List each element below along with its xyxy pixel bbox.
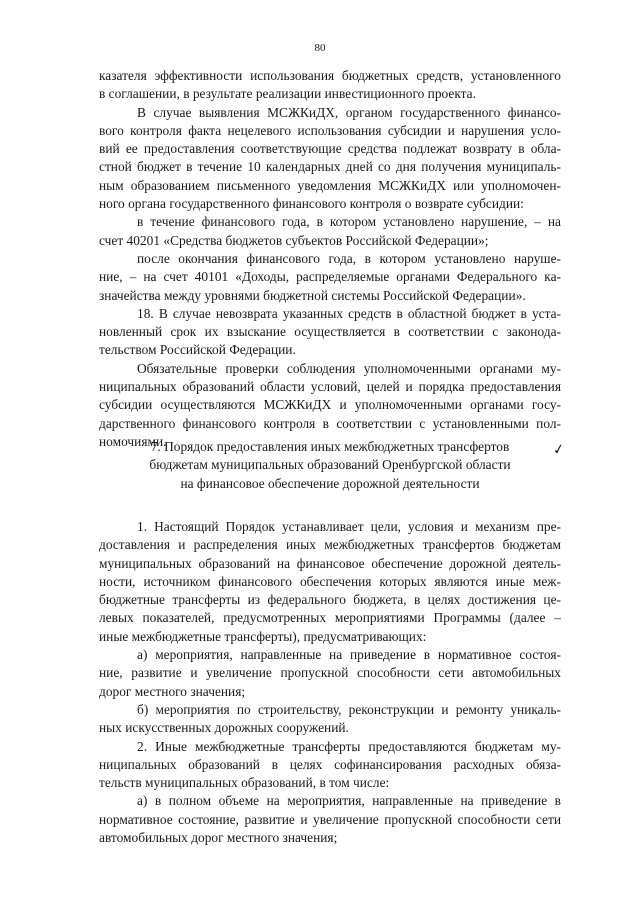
heading-line: бюджетам муниципальных образований Оренбургской области <box>149 457 511 473</box>
text-line: тельством Российской Федерации. <box>99 342 296 358</box>
text-line: ности, источником финансового обеспечения которых являются иные меж- <box>99 573 561 589</box>
text-line: счет 40201 «Средства бюджетов субъектов Российской Федерации»; <box>99 232 489 248</box>
text-line: в течение финансового года, в котором установлено нарушение, – на <box>137 214 561 230</box>
heading-line: на финансовое обеспечение дорожной деятельности <box>180 475 480 491</box>
text-line: стной бюджет в течение 10 календарных дней со дня получения муниципаль- <box>99 159 561 175</box>
text-line: 18. В случае невозврата указанных средств в областной бюджет в уста- <box>137 305 561 321</box>
text-line: вий ее предоставления соответствующие средства подлежат возврату в обла- <box>99 141 561 157</box>
text-line: значейства между уровнями бюджетной системы Российской Федерации». <box>99 287 526 303</box>
text-line: номочиями. <box>99 433 167 449</box>
section-heading <box>99 438 561 493</box>
text-line: дарственного финансового контроля в соответствии с установленными пол- <box>99 415 561 431</box>
text-line: после окончания финансового года, в котором установлено наруше- <box>137 250 561 266</box>
text-line: ного органа государственного финансового контроля о возврате субсидии: <box>99 196 524 212</box>
handwritten-check-icon: ✓ <box>551 442 566 459</box>
text-line: 2. Иные межбюджетные трансферты предоставляются бюджетам му- <box>137 738 561 754</box>
text-line: ние, – на счет 40101 «Доходы, распределяемые органами Федерального ка- <box>99 269 561 285</box>
text-line: в соглашении, в результате реализации инвестиционного проекта. <box>99 86 476 102</box>
text-line: нормативное состояние, развитие и увеличение пропускной способности сети <box>99 811 561 827</box>
text-line: муниципальных образований на финансовое обеспечение дорожной деятель- <box>99 555 561 571</box>
text-line: а) в полном объеме на мероприятия, направленные на приведение в <box>137 793 561 809</box>
page-number: 80 <box>314 42 326 54</box>
text-line: дорог местного значения; <box>99 683 246 699</box>
text-line: новленный срок их взыскание осуществляется в соответствии с законода- <box>99 324 561 340</box>
text-line: доставления и распределения иных межбюджетных трансфертов бюджетам <box>99 537 561 553</box>
text-line: а) мероприятия, направленные на приведение в нормативное состоя- <box>137 647 561 663</box>
text-line: левых показателей, предусмотренных мероприятиями Программы (далее – <box>99 610 561 626</box>
text-line: ние, развитие и увеличение пропускной способности сети автомобильных <box>99 665 561 681</box>
text-line: казателя эффективности использования бюджетных средств, установленного <box>99 68 561 83</box>
text-line: тельств муниципальных образований, в том числе: <box>99 775 390 791</box>
text-block-lower <box>99 518 561 847</box>
text-line: иные межбюджетные трансферты), предусматривающих: <box>99 628 427 644</box>
text-line: автомобильных дорог местного значения; <box>99 830 338 846</box>
text-line: ных искусственных дорожных сооружений. <box>99 720 349 736</box>
text-line: ниципальных образований в целях софинансирования расходных обяза- <box>99 756 561 772</box>
text-line: субсидии осуществляются МСЖКиДХ и уполномоченными органами госу- <box>99 397 561 413</box>
text-line: ным образованием письменного уведомления МСЖКиДХ или уполномочен- <box>99 177 561 193</box>
heading-line: 7. Порядок предоставления иных межбюджетных трансфертов <box>150 439 510 454</box>
text-line: В случае выявления МСЖКиДХ, органом государственного финансо- <box>137 104 561 120</box>
text-line: бюджетные трансферты из федерального бюджета, в целях достижения це- <box>99 592 561 608</box>
text-line: б) мероприятия по строительству, реконструкции и ремонту уникаль- <box>137 701 561 717</box>
text-line: вого контроля факта нецелевого использования субсидии и нарушения усло- <box>99 122 561 138</box>
text-line: ниципальных образований области условий, целей и порядка предоставления <box>99 379 561 395</box>
text-line: Обязательные проверки соблюдения уполномоченными органами му- <box>137 360 561 376</box>
text-line: 1. Настоящий Порядок устанавливает цели, условия и механизм пре- <box>137 519 561 534</box>
text-block-upper <box>99 67 561 451</box>
